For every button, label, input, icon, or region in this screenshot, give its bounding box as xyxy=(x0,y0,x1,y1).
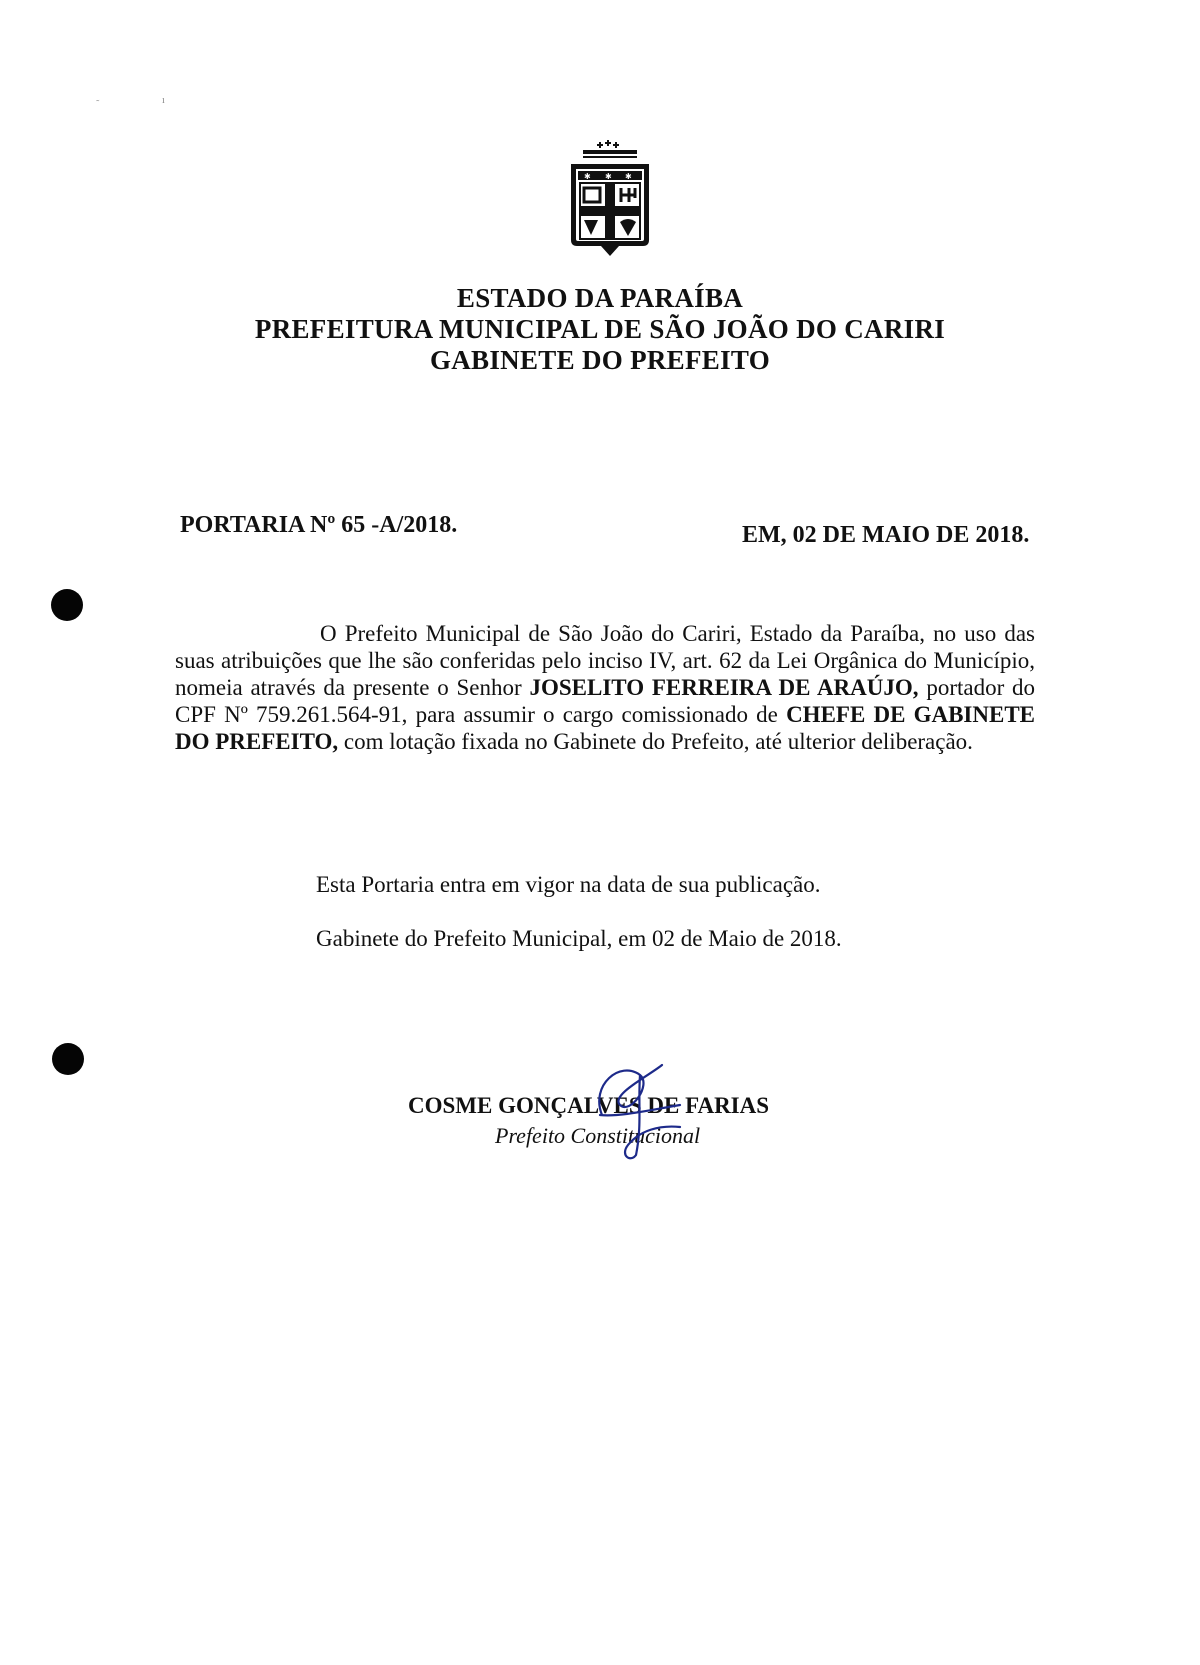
body-paragraph xyxy=(175,620,1035,755)
svg-text:✱: ✱ xyxy=(605,172,612,181)
place-date: Gabinete do Prefeito Municipal, em 02 de Maio de 2018. xyxy=(316,926,842,951)
coat-of-arms-icon xyxy=(565,140,655,258)
punch-hole xyxy=(52,1043,84,1075)
body-closing: com lotação fixada no Gabinete do Prefeito, até ulterior deliberação. xyxy=(343,729,973,754)
position-title: CHEFE DE GABINETE DO PREFEITO, xyxy=(175,702,1036,754)
svg-text:✱: ✱ xyxy=(625,172,632,181)
effective-statement: Esta Portaria entra em vigor na data de sua publicação. xyxy=(316,872,821,897)
scan-speck: ı xyxy=(162,95,165,106)
scan-speck: ˜ xyxy=(96,99,100,110)
header-office: GABINETE DO PREFEITO xyxy=(429,345,771,375)
punch-hole xyxy=(51,589,83,621)
portaria-number: PORTARIA Nº 65 -A/2018. xyxy=(180,512,458,538)
signature-block xyxy=(350,1055,850,1175)
svg-text:✱: ✱ xyxy=(584,172,591,181)
header-state: ESTADO DA PARAÍBA xyxy=(456,283,744,313)
header-prefecture: PREFEITURA MUNICIPAL DE SÃO JOÃO DO CARIRI xyxy=(254,314,946,344)
signatory-name: COSME GONÇALVES DE FARIAS xyxy=(408,1093,770,1118)
person-name: JOSELITO FERREIRA DE ARAÚJO, xyxy=(529,675,919,700)
portaria-date: EM, 02 DE MAIO DE 2018. xyxy=(742,522,1030,548)
body-intro: O Prefeito Municipal de São João do Cariri, Estado da Paraíba, no uso das suas atribuições que lhe são conferidas pelo inciso IV, art. 62 da Lei Orgânica do Município, nomeia através da presente o Senhor xyxy=(175,621,1035,700)
cpf-text: portador do CPF Nº 759.261.564-91, para assumir o cargo comissionado de xyxy=(175,675,1036,727)
signatory-role: Prefeito Constitucional xyxy=(495,1123,701,1148)
handwritten-signature xyxy=(580,1055,690,1165)
